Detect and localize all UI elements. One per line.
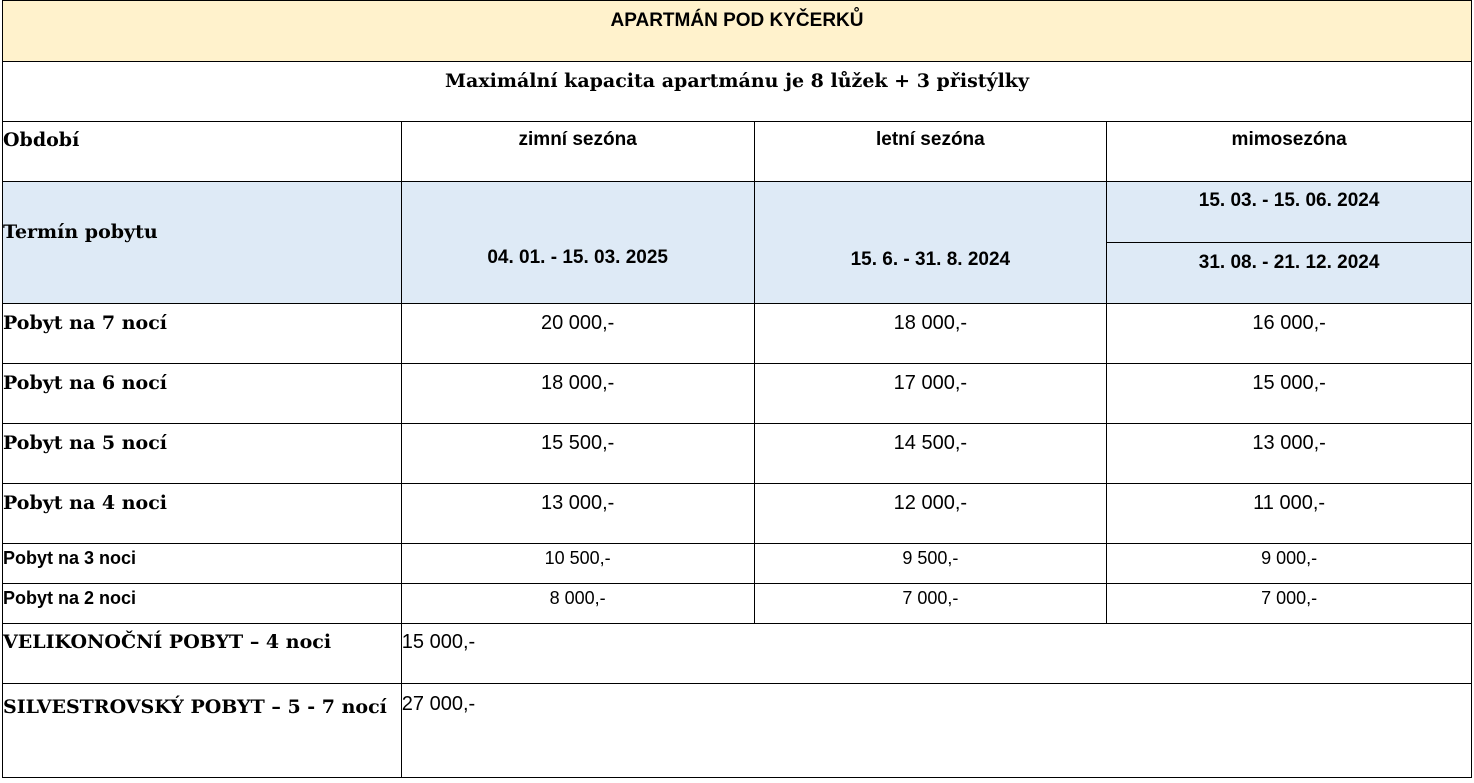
term-label: Termín pobytu [3, 182, 402, 304]
table-row [3, 544, 1472, 584]
period-label: Období [3, 122, 402, 182]
special-price: 27 000,- [401, 684, 1471, 778]
price-summer: 14 500,- [754, 424, 1107, 484]
special-row-new-year [3, 684, 1472, 778]
header-row [3, 122, 1472, 182]
price-winter: 8 000,- [401, 584, 754, 624]
price-summer: 17 000,- [754, 364, 1107, 424]
term-row [3, 182, 1472, 243]
special-row-easter [3, 624, 1472, 684]
capacity-note: Maximální kapacita apartmánu je 8 lůžek + 3 přistýlky [3, 62, 1472, 122]
term-winter: 04. 01. - 15. 03. 2025 [401, 182, 754, 304]
row-label: Pobyt na 3 noci [3, 544, 402, 584]
price-winter: 13 000,- [401, 484, 754, 544]
price-summer: 18 000,- [754, 304, 1107, 364]
table-row [3, 304, 1472, 364]
price-winter: 10 500,- [401, 544, 754, 584]
price-off-season: 13 000,- [1107, 424, 1472, 484]
subtitle-row [3, 62, 1472, 122]
price-off-season: 9 000,- [1107, 544, 1472, 584]
price-summer: 7 000,- [754, 584, 1107, 624]
price-off-season: 15 000,- [1107, 364, 1472, 424]
row-label: Pobyt na 4 noci [3, 484, 402, 544]
row-label: Pobyt na 6 nocí [3, 364, 402, 424]
header-off-season: mimosezóna [1107, 122, 1472, 182]
header-winter: zimní sezóna [401, 122, 754, 182]
price-off-season: 16 000,- [1107, 304, 1472, 364]
term-summer: 15. 6. - 31. 8. 2024 [754, 182, 1107, 304]
table-row [3, 584, 1472, 624]
table-row [3, 364, 1472, 424]
title-row [3, 1, 1472, 62]
special-label: SILVESTROVSKÝ POBYT – 5 - 7 nocí [3, 684, 402, 778]
special-price: 15 000,- [401, 624, 1471, 684]
table-title: APARTMÁN POD KYČERKŮ [3, 1, 1472, 62]
price-winter: 18 000,- [401, 364, 754, 424]
price-table [2, 0, 1472, 778]
row-label: Pobyt na 2 noci [3, 584, 402, 624]
price-summer: 12 000,- [754, 484, 1107, 544]
special-label: VELIKONOČNÍ POBYT – 4 noci [3, 624, 402, 684]
price-winter: 15 500,- [401, 424, 754, 484]
price-off-season: 11 000,- [1107, 484, 1472, 544]
price-summer: 9 500,- [754, 544, 1107, 584]
price-off-season: 7 000,- [1107, 584, 1472, 624]
table-row [3, 484, 1472, 544]
term-off-season-1: 15. 03. - 15. 06. 2024 [1107, 182, 1472, 243]
row-label: Pobyt na 5 nocí [3, 424, 402, 484]
term-off-season-2: 31. 08. - 21. 12. 2024 [1107, 243, 1472, 304]
header-summer: letní sezóna [754, 122, 1107, 182]
price-winter: 20 000,- [401, 304, 754, 364]
table-row [3, 424, 1472, 484]
row-label: Pobyt na 7 nocí [3, 304, 402, 364]
